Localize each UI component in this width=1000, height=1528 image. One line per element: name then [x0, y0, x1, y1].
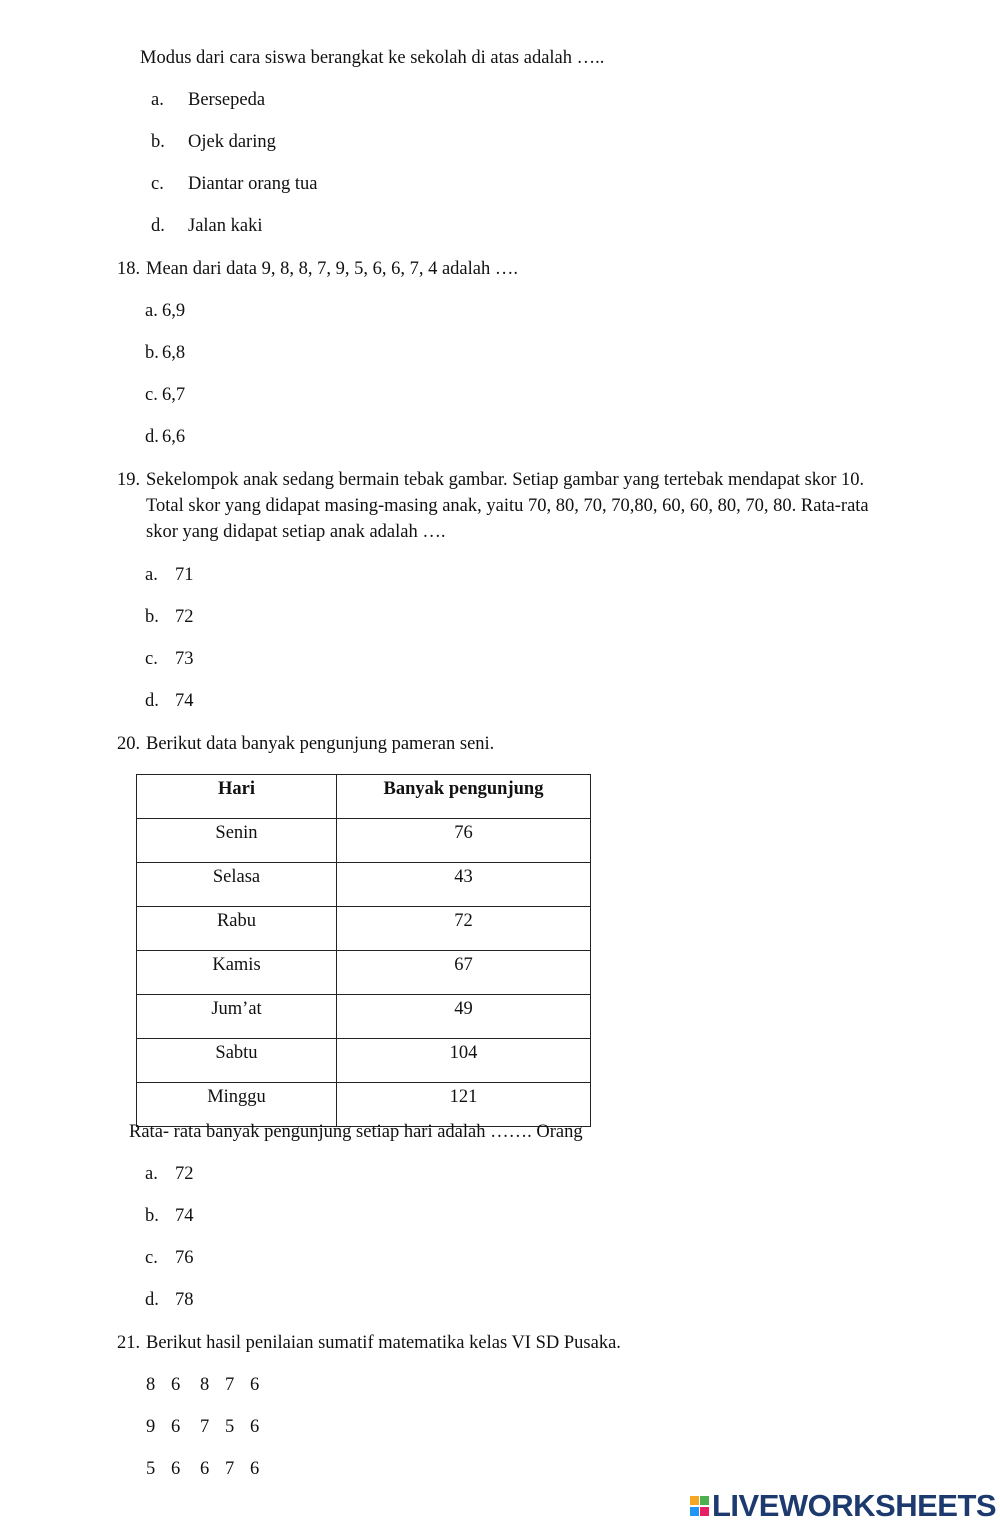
q19-option-b-letter: b.: [145, 607, 159, 627]
table-cell-visitors: 67: [337, 951, 591, 995]
table-cell-day: Senin: [137, 819, 337, 863]
q18-option-d-letter: d.: [145, 427, 159, 447]
table-row: [137, 995, 591, 1039]
q18-stem: Mean dari data 9, 8, 8, 7, 9, 5, 6, 6, 7, 4 adalah ….: [146, 259, 518, 279]
q21-data-row: [146, 1457, 275, 1481]
table-row: [137, 819, 591, 863]
table-cell-day: Sabtu: [137, 1039, 337, 1083]
table-cell-visitors: 104: [337, 1039, 591, 1083]
q19-number: 19.: [117, 470, 141, 490]
data-value: 7: [225, 1459, 235, 1479]
q18-option-c-letter: c.: [145, 385, 158, 405]
q18-option-a-letter: a.: [145, 301, 158, 321]
table-cell-day: Minggu: [137, 1083, 337, 1127]
q18-option-c-text: 6,7: [162, 385, 186, 405]
data-value: 7: [225, 1375, 235, 1395]
liveworksheets-logo-text: LIVEWORKSHEETS: [712, 1488, 997, 1523]
q20-stem: Berikut data banyak pengunjung pameran seni.: [146, 734, 495, 754]
q19-stem-line-1: Sekelompok anak sedang bermain tebak gambar. Setiap gambar yang tertebak mendapat skor 10.: [146, 470, 865, 490]
table-cell-day: Rabu: [137, 907, 337, 951]
q19-option-c-letter: c.: [145, 649, 158, 669]
q17-option-d-letter: d.: [151, 216, 165, 236]
data-value: 6: [250, 1375, 260, 1395]
q17-option-a-text: Bersepeda: [188, 90, 266, 110]
q19-stem-line-3: skor yang didapat setiap anak adalah ….: [146, 522, 446, 542]
data-value: 6: [250, 1459, 260, 1479]
visitor-table: [136, 774, 591, 1127]
q17-option-b-text: Ojek daring: [188, 132, 276, 152]
table-header-day: Hari: [137, 775, 337, 819]
q20-question: Rata- rata banyak pengunjung setiap hari adalah ……. Orang: [129, 1122, 583, 1142]
q18-option-b-letter: b.: [145, 343, 159, 363]
data-value: 9: [146, 1417, 156, 1437]
table-cell-visitors: 76: [337, 819, 591, 863]
q19-option-d-text: 74: [175, 691, 194, 711]
q20-option-c-letter: c.: [145, 1248, 158, 1268]
q19-option-b-text: 72: [175, 607, 194, 627]
q17-option-d-text: Jalan kaki: [188, 216, 263, 236]
liveworksheets-logo-icon: [690, 1492, 710, 1520]
data-value: 8: [146, 1375, 156, 1395]
data-value: 8: [200, 1375, 210, 1395]
q18-option-d-text: 6,6: [162, 427, 186, 447]
q19-option-a-letter: a.: [145, 565, 158, 585]
data-value: 6: [171, 1417, 181, 1437]
table-cell-day: Selasa: [137, 863, 337, 907]
q20-option-a-letter: a.: [145, 1164, 158, 1184]
table-row: [137, 951, 591, 995]
q18-option-a-text: 6,9: [162, 301, 186, 321]
q21-number: 21.: [117, 1333, 141, 1353]
table-cell-visitors: 72: [337, 907, 591, 951]
q17-option-c-letter: c.: [151, 174, 164, 194]
q17-option-a-letter: a.: [151, 90, 164, 110]
table-row: [137, 907, 591, 951]
table-header-row: [137, 775, 591, 819]
q20-option-d-letter: d.: [145, 1290, 159, 1310]
q20-number: 20.: [117, 734, 141, 754]
table-cell-visitors: 121: [337, 1083, 591, 1127]
q19-option-d-letter: d.: [145, 691, 159, 711]
q20-option-b-letter: b.: [145, 1206, 159, 1226]
table-row: [137, 1039, 591, 1083]
q21-stem: Berikut hasil penilaian sumatif matematika kelas VI SD Pusaka.: [146, 1333, 621, 1353]
data-value: 6: [171, 1375, 181, 1395]
data-value: 5: [146, 1459, 156, 1479]
data-value: 6: [250, 1417, 260, 1437]
q20-option-d-text: 78: [175, 1290, 194, 1310]
q20-option-c-text: 76: [175, 1248, 194, 1268]
q18-option-b-text: 6,8: [162, 343, 186, 363]
table-cell-day: Jum’at: [137, 995, 337, 1039]
q21-data-row: [146, 1415, 275, 1439]
q19-stem-line-2: Total skor yang didapat masing-masing anak, yaitu 70, 80, 70, 70,80, 60, 60, 80, 70, 80. Rata-rata: [146, 496, 869, 516]
data-value: 7: [200, 1417, 210, 1437]
q18-number: 18.: [117, 259, 141, 279]
data-value: 6: [171, 1459, 181, 1479]
data-value: 5: [225, 1417, 235, 1437]
table-cell-day: Kamis: [137, 951, 337, 995]
data-value: 6: [200, 1459, 210, 1479]
q19-option-a-text: 71: [175, 565, 194, 585]
table-cell-visitors: 43: [337, 863, 591, 907]
q17-option-b-letter: b.: [151, 132, 165, 152]
q17-stem: Modus dari cara siswa berangkat ke sekolah di atas adalah …..: [140, 48, 605, 68]
q17-option-c-text: Diantar orang tua: [188, 174, 318, 194]
table-row: [137, 863, 591, 907]
table-header-visitors: Banyak pengunjung: [337, 775, 591, 819]
q21-data-row: [146, 1373, 275, 1397]
table-cell-visitors: 49: [337, 995, 591, 1039]
q19-option-c-text: 73: [175, 649, 194, 669]
q20-option-b-text: 74: [175, 1206, 194, 1226]
liveworksheets-logo: [690, 1489, 996, 1523]
q20-option-a-text: 72: [175, 1164, 194, 1184]
